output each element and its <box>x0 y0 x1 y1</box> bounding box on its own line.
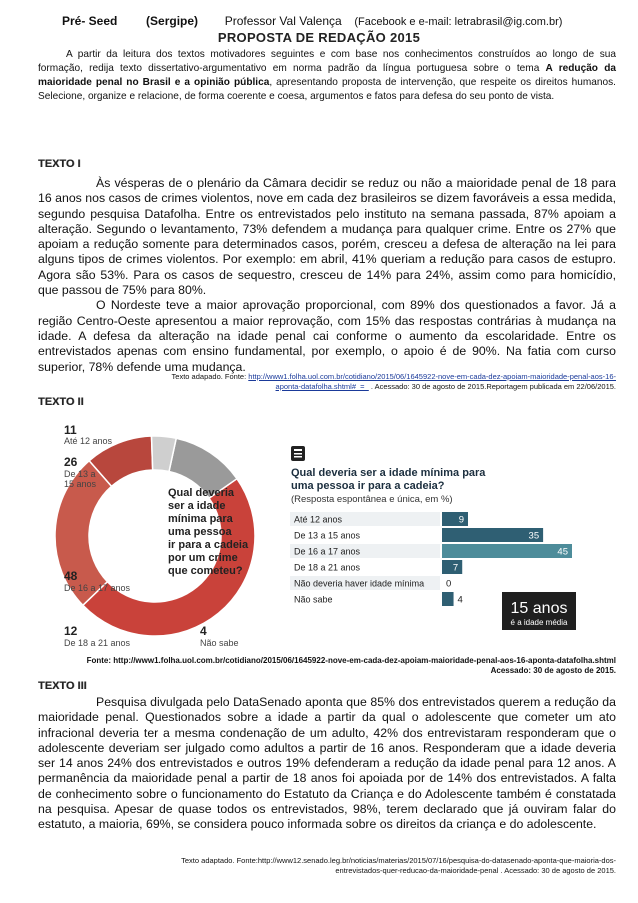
texto2-accessed: Acessado: 30 de agosto de 2015. <box>490 666 616 675</box>
texto3-paragraph-1: Pesquisa divulgada pelo DataSenado aponta que 85% dos entrevistados querem a redução da maioridade penal. Questionados sobre a idade a partir da qual o adolescente que cometer um ato infracional deveria ter a mesma condenação de um adulto, 42% dos entrevistaram responderam que o adolescente deveriam ser julgado como adultos a partir de 16 anos. Responderam que a idade deveria ser 14 anos 24% dos entrevistados e outros 19% defenderam a redução da idade penal para 12 anos. A permanência da maioridade penal a partir de 18 anos foi apoiada por de 14% dos entrevistados. A falta de conhecimento sobre o funcionamento do Estatuto da Criança e do Adolescente também é constatada na pesquisa. Apesar de quase todos os entrevistados, 98%, terem declarado que já ouviram falar do estatuto, a maioria, 69%, se considera pouco informada sobre os direitos da criança e do adolescente. <box>38 695 616 832</box>
bar <box>442 592 454 606</box>
intro-part1: A partir da leitura dos textos motivadores seguintes e com base nos conhecimentos construídos ao longo de sua formação, redija texto dissertativo-argumentativo em norma padrão da língua portuguesa sobre o tema <box>38 49 616 74</box>
donut-category-label: Até 12 anos <box>64 436 113 446</box>
intro-theme: A redução da maioridade penal no Brasil e a opinião pública <box>38 63 616 88</box>
texto3-source-line: entrevistados-quer-reducao-da-maioridade-penal . Acessado: 30 de agosto de 2015. <box>335 866 616 875</box>
teacher-name: Professor Val Valença <box>224 14 342 28</box>
school-name: Pré- Seed <box>62 14 118 28</box>
texto1-source-prefix: Texto adapado. Fonte: <box>171 372 249 381</box>
bar-category-label: De 13 a 15 anos <box>294 530 361 541</box>
teacher-contact: (Facebook e e-mail: letrabrasil@ig.com.br) <box>354 16 563 28</box>
bar-chart-title: uma pessoa ir para a cadeia? <box>291 480 445 492</box>
intro-part2: , apresentando proposta de intervenção, que respeite os direitos humanos. Selecione, organize e relacione, de forma coerente e coesa, argumentos e fatos para defesa do seu ponto de vista. <box>38 77 616 102</box>
donut-value-label: 4 <box>200 624 207 638</box>
texto2-source: Fonte: http://www1.folha.uol.com.br/cotidiano/2015/06/1645922-nove-em-cada-dez-apoiam-maioridade-penal-aos-16-aponta-datafolha.shtml <box>86 656 616 665</box>
donut-category-label: De 18 a 21 anos <box>64 638 131 648</box>
donut-category-label: Não sabe <box>200 638 239 648</box>
bar <box>442 544 572 558</box>
donut-value-label: 26 <box>64 455 78 469</box>
donut-question-line: mínima para <box>168 513 233 525</box>
texto3-heading: TEXTO III <box>38 680 87 692</box>
average-age-caption: é a idade média <box>510 618 568 627</box>
bar-value-label: 7 <box>452 562 459 574</box>
bar-chart-title: Qual deveria ser a idade mínima para <box>291 467 486 479</box>
donut-question-line: ir para a cadeia <box>168 539 249 551</box>
donut-question-line: que cometeu? <box>168 565 243 577</box>
donut-question-line: Qual deveria <box>168 487 235 499</box>
bar-category-label: De 18 a 21 anos <box>294 562 361 573</box>
donut-value-label: 12 <box>64 624 78 638</box>
donut-value-label: 11 <box>64 423 77 437</box>
bar-category-label: Até 12 anos <box>294 514 343 525</box>
school-state: (Sergipe) <box>146 14 199 28</box>
bar-value-label: 9 <box>458 514 464 526</box>
bar-value-label: 4 <box>457 594 463 606</box>
texto3-body <box>38 695 616 833</box>
bar-category-label: De 16 a 17 anos <box>294 546 361 557</box>
texto3-source-line: Texto adaptado. Fonte:http://www12.senado.leg.br/noticias/materias/2015/07/16/pesquisa-do-datasenado-aponta-que-maioria-dos- <box>181 856 616 865</box>
donut-question-line: uma pessoa <box>168 526 232 538</box>
bar-category-label: Não sabe <box>294 594 333 605</box>
texto1-source <box>170 372 616 392</box>
donut-value-label: 48 <box>64 569 78 583</box>
donut-category-label: De 13 a <box>64 469 96 479</box>
texto1-heading: TEXTO I <box>38 158 81 170</box>
donut-question-line: por um crime <box>168 552 238 564</box>
bar-chart-subtitle: (Resposta espontânea e única, em %) <box>291 494 453 505</box>
donut-category-label: 15 anos <box>64 479 97 489</box>
texto2-infographic <box>50 418 620 650</box>
texto3-source <box>100 856 616 876</box>
texto1-body <box>38 176 616 375</box>
donut-question-line: ser a idade <box>168 500 226 512</box>
bar-category-label: Não deveria haver idade mínima <box>294 578 425 589</box>
intro-paragraph <box>38 48 616 104</box>
donut-category-label: De 16 a 17 anos <box>64 583 131 593</box>
texto1-source-link[interactable]: http://www1.folha.uol.com.br/cotidiano/2015/06/1645922-nove-em-cada-dez-apoiam-maioridade-penal-aos-16-aponta-datafolha.shtml#_=_ <box>248 372 616 391</box>
bar-value-label: 35 <box>528 530 540 542</box>
page-header <box>62 14 622 28</box>
bar-value-label: 0 <box>446 578 452 590</box>
page-title: PROPOSTA DE REDAÇÃO 2015 <box>217 30 421 45</box>
texto2-heading: TEXTO II <box>38 396 84 408</box>
texto1-source-suffix: . Acessado: 30 de agosto de 2015.Reportagem publicada em 22/06/2015. <box>368 382 616 391</box>
bar-value-label: 45 <box>557 546 568 558</box>
texto1-paragraph-1: Às vésperas de o plenário da Câmara decidir se reduz ou não a maioridade penal de 18 para 16 anos nos casos de crimes violentos, nove em cada dez brasileiros se dizem favoráveis a essa medida, segundo pesquisa Datafolha. Entre os entrevistados pelo instituto na semana passada, 87% apoiam a alteração. Segundo o levantamento, 73% defendem a mudança para qualquer crime. Entre os 27% que apoiam a redução somente para determinados casos, porém, cresceu a defesa de alteração na lei para alguns tipos de crimes violentos. Por exemplo: em abril, 41% queriam a redução para casos de estupro. Agora são 53%. Para os casos de sequestro, cresceu de 14% para 24%, assim como para homicídio, que passou de 75% para 80%. <box>38 176 616 298</box>
newspaper-icon <box>291 446 305 461</box>
texto1-paragraph-2: O Nordeste teve a maior aprovação proporcional, com 89% dos questionados a favor. Já a região Centro-Oeste apresentou a maior reprovação, com 15% das respostas contrárias à mudança na idade. A defesa da alteração na idade penal cai conforme o aumento da escolaridade. Entre os entrevistados apenas com ensino fundamental, por exemplo, o apoio é de 90%. Na fatia com curso superior, 78% defende uma mudança. <box>38 298 616 374</box>
bar <box>442 512 468 526</box>
average-age-value: 15 anos <box>510 600 568 617</box>
